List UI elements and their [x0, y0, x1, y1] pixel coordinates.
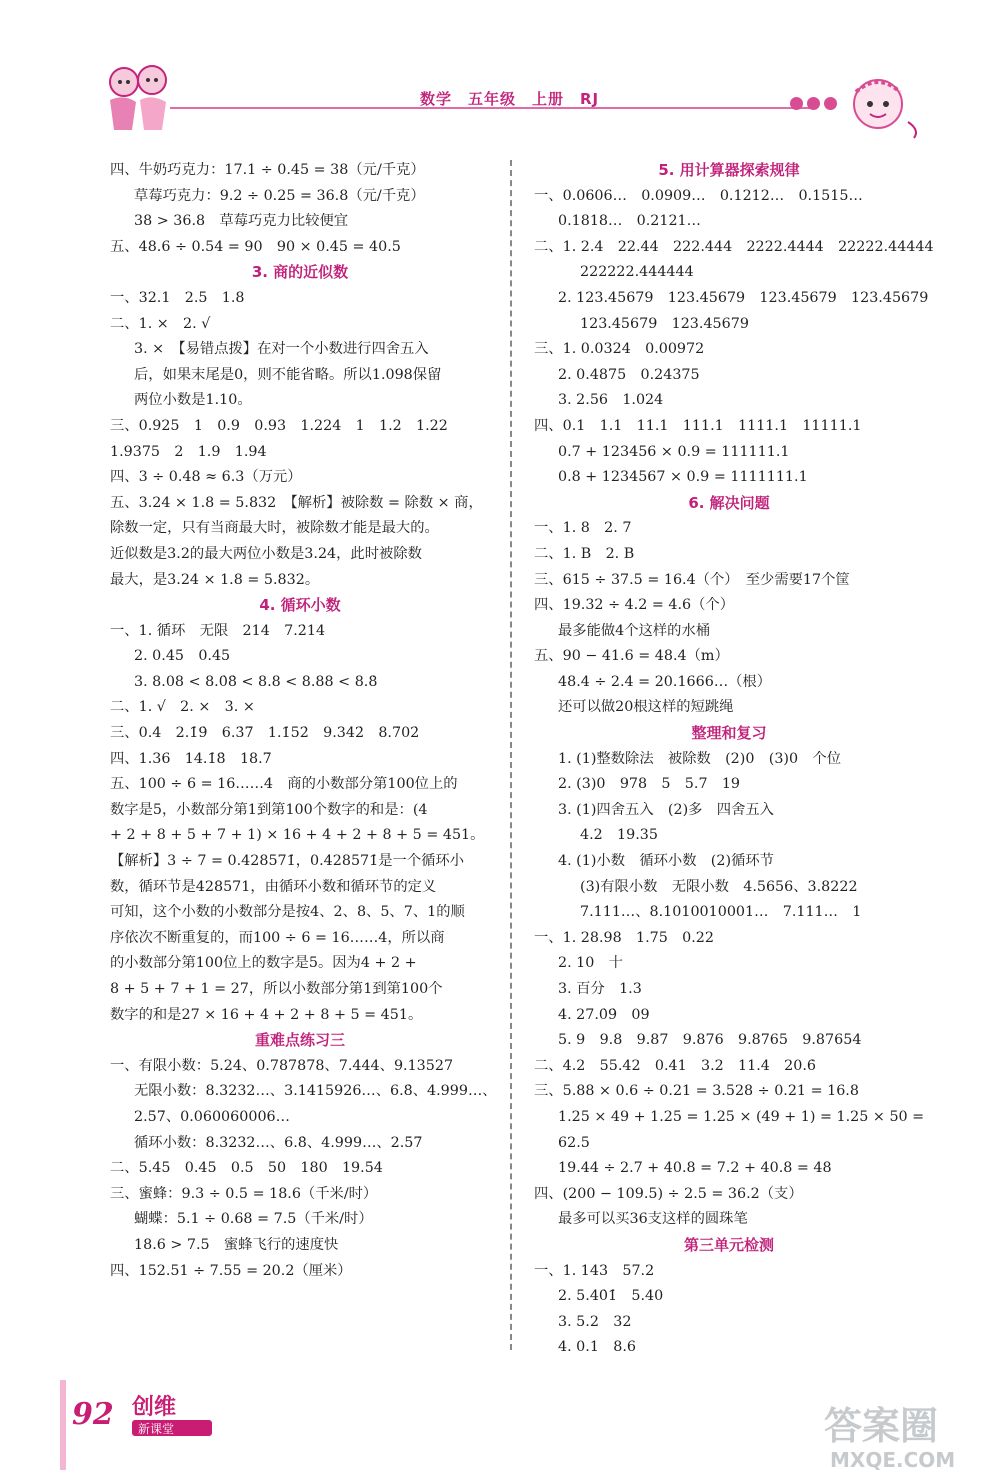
- answer-line: 数，循环节是428571，由循环小数和循环节的定义: [110, 878, 437, 895]
- answer-line: 五、90 − 41.6 = 48.4（m）: [534, 648, 729, 665]
- answer-line: 无限小数：8.3232…、3.1415926…、6.8̇、4.999…、: [134, 1083, 497, 1100]
- answer-line: 后，如果末尾是0，则不能省略。所以1.098保留: [134, 366, 442, 383]
- answer-line: 123.45679 123.45679: [580, 315, 749, 332]
- answer-line: 0.8 + 1234567 × 0.9 = 1111111.1: [558, 469, 808, 486]
- section-heading: 3. 商的近似数: [251, 263, 349, 282]
- answer-line: 循环小数：8.3232…、6.8̇、4.999…、2.5̇7̇: [134, 1134, 423, 1151]
- answer-line: 1. (1)整数除法 被除数 (2)0 (3)0 个位: [558, 750, 841, 767]
- kids-illustration-icon: [96, 60, 180, 134]
- answer-line: 0.7 + 123456 × 0.9 = 111111.1: [558, 443, 790, 460]
- brand-line2: 新课堂: [138, 1422, 175, 1436]
- answer-line: 4. (1)小数 循环小数 (2)循环节: [558, 853, 774, 870]
- answer-line: 1.9375 2 1.9 1.94: [110, 443, 267, 460]
- answer-line: 蝴蝶：5.1 ÷ 0.68 = 7.5（千米/时）: [134, 1211, 373, 1228]
- answer-line: 一、1. 8 2. 7: [534, 520, 632, 537]
- section-heading: 整理和复习: [691, 724, 767, 743]
- answer-line: 二、1. × 2. √: [110, 315, 211, 332]
- answer-line: 四、3 ÷ 0.48 ≈ 6.3（万元）: [110, 469, 302, 486]
- answer-line: 1.25 × 49 + 1.25 = 1.25 × (49 + 1) = 1.25 × 50 =: [558, 1108, 925, 1125]
- answer-line: 的小数部分第100位上的数字是5。因为4 + 2 +: [110, 955, 417, 972]
- decorative-strip: [60, 1380, 66, 1470]
- right-column: [534, 158, 934, 1361]
- answer-line: 0.1818… 0.2121…: [558, 213, 701, 230]
- answer-line: 一、有限小数：5.24、0.787878、7.444、9.13527: [110, 1057, 454, 1074]
- answer-line: 可知，这个小数的小数部分是按4、2、8、5、7、1的顺: [110, 904, 465, 921]
- answer-line: 最大，是3.24 × 1.8 = 5.832。: [110, 571, 320, 588]
- brand-line1: 创维: [132, 1395, 177, 1420]
- answer-line: 四、牛奶巧克力：17.1 ÷ 0.45 = 38（元/千克）: [110, 162, 425, 178]
- answer-line: 2. (3)0 978 5 5.7 19: [558, 776, 741, 793]
- answer-line: 222222.444444: [580, 264, 694, 281]
- watermark-logo: [816, 1395, 976, 1473]
- baby-illustration-icon: [828, 72, 928, 142]
- answer-line: 一、0.0606… 0.0909… 0.1212… 0.1515…: [534, 187, 863, 204]
- answer-line: 4.2 19.35: [580, 827, 658, 844]
- watermark-top: 答案圈: [824, 1404, 939, 1448]
- answer-line: 三、615 ÷ 37.5 = 16.4（个） 至少需要17个筐: [534, 571, 850, 588]
- answer-line: 一、1. 循环 无限 214 7.2̇14̇: [110, 622, 326, 639]
- answer-line: 近似数是3.2的最大两位小数是3.24，此时被除数: [110, 545, 422, 562]
- answer-line: 二、5.45 0.45 0.5 50 180 19.5̇4̇: [110, 1160, 383, 1177]
- section-heading: 重难点练习三: [254, 1031, 345, 1050]
- answer-line: 二、1. 2.4 22.44 222.444 2222.4444 22222.44444: [534, 238, 934, 255]
- answer-line: 一、1. 143 57.2: [534, 1262, 655, 1279]
- answer-line: 除数一定，只有当商最大时，被除数才能是最大的。: [110, 520, 439, 537]
- section-heading: 第三单元检测: [683, 1235, 774, 1254]
- watermark-bottom: MXQE.COM: [830, 1448, 956, 1472]
- header-title: 数学 五年级 上册 RJ: [420, 90, 600, 108]
- page-header: [0, 0, 1000, 140]
- answer-line: 四、152.51 ÷ 7.55 = 20.2（厘米）: [110, 1262, 352, 1279]
- answer-line: 4. 0.1 8.6: [558, 1339, 636, 1356]
- answer-line: 2. 123.45679 123.45679 123.45679 123.45679: [558, 289, 929, 306]
- answer-line: 序依次不断重复的，而100 ÷ 6 = 16……4，所以商: [110, 929, 445, 946]
- answer-line: 2. 0.4̇5̇ 0.45: [134, 648, 231, 665]
- answer-line: 还可以做20根这样的短跳绳: [558, 699, 734, 716]
- answer-line: 3. 百分 1.3: [558, 981, 642, 997]
- answer-line: 3. 2.56 1.024: [558, 392, 664, 409]
- answer-line: 3. (1)四舍五入 (2)多 四舍五入: [558, 801, 774, 818]
- answer-line: 三、0.925 1 0.9 0.93 1.224 1 1.2 1.22: [110, 417, 448, 434]
- answer-line: 8 + 5 + 7 + 1 = 27，所以小数部分第1到第100个: [110, 981, 443, 997]
- brand-logo: [128, 1390, 228, 1440]
- answer-line: 3. 5.2 32: [558, 1313, 632, 1330]
- answer-line: 19.44 ÷ 2.7 + 40.8 = 7.2 + 40.8 = 48: [558, 1160, 832, 1177]
- answer-line: 两位小数是1.10。: [134, 392, 252, 409]
- answer-line: 草莓巧克力：9.2 ÷ 0.25 = 36.8（元/千克）: [134, 187, 425, 204]
- answer-line: 2. 0.4875 0.24375: [558, 366, 700, 383]
- answer-line: 2.5̇7̇、0.060060006…: [134, 1108, 290, 1125]
- answer-line: 四、(200 − 109.5) ÷ 2.5 = 36.2（支）: [534, 1185, 803, 1202]
- answer-line: 三、0.4̇ 2.1̇9̇ 6.3̇7̇ 1.1̇52̇ 9.34̇2̇ 8.7̇02̇: [110, 725, 420, 742]
- answer-line: 四、1.36 14.1̇8̇ 18.7̇: [110, 750, 272, 767]
- answer-line: (3)有限小数 无限小数 4.5656、3.8222: [580, 878, 858, 895]
- section-heading: 6. 解决问题: [688, 493, 770, 512]
- answer-line: + 2 + 8 + 5 + 7 + 1) × 16 + 4 + 2 + 8 + 5 = 451。: [110, 827, 485, 844]
- section-heading: 4. 循环小数: [259, 596, 341, 615]
- answer-line: 48.4 ÷ 2.4 = 20.1666…（根）: [558, 673, 772, 690]
- answer-line: 4. 27.0̇9̇ 09: [558, 1006, 650, 1023]
- answer-line: 最多可以买36支这样的圆珠笔: [558, 1211, 748, 1228]
- page-number: 92: [72, 1397, 114, 1432]
- answer-line: 18.6 > 7.5 蜜蜂飞行的速度快: [134, 1236, 339, 1253]
- answer-line: 五、100 ÷ 6 = 16……4 商的小数部分第100位上的: [110, 776, 458, 793]
- section-heading: 5. 用计算器探索规律: [658, 161, 800, 179]
- answer-line: 三、5.88 × 0.6 ÷ 0.21 = 3.528 ÷ 0.21 = 16.8: [534, 1083, 859, 1100]
- answer-line: 一、32.1 2.5 1.8: [110, 289, 245, 306]
- answer-line: 五、3.24 × 1.8 = 5.832 【解析】被除数 = 除数 × 商，: [110, 494, 483, 511]
- answer-line: 2. 10 十: [558, 955, 623, 972]
- answer-line: 四、19.32 ÷ 4.2 = 4.6（个）: [534, 597, 735, 614]
- answer-line: 3. 8.08 < 8.0̇8̇ < 8.8 < 8.88 < 8.8̇: [134, 673, 378, 690]
- answer-line: 三、1. 0.0324 0.00972: [534, 341, 705, 358]
- answer-line: 五、48.6 ÷ 0.54 = 90 90 × 0.45 = 40.5: [110, 238, 401, 255]
- answer-line: 三、蜜蜂：9.3 ÷ 0.5 = 18.6（千米/时）: [110, 1185, 378, 1202]
- answer-line: 2. 5.40̇1̇ 5.40: [558, 1288, 664, 1305]
- answer-line: 最多能做4个这样的水桶: [558, 622, 711, 639]
- left-column: [110, 158, 497, 1284]
- answer-line: 7.111…、8.1010010001… 7.111… 1: [580, 904, 862, 921]
- column-divider: [510, 160, 512, 1350]
- answer-line: 5. 9 9.8 9.87 9.876 9.8765 9.87654: [558, 1032, 862, 1049]
- answer-line: 数字的和是27 × 16 + 4 + 2 + 8 + 5 = 451。: [110, 1006, 423, 1023]
- answer-line: 二、4.2 55.42 0.41 3.2 11.4 20.6̇: [534, 1057, 816, 1074]
- answer-line: 38 > 36.8 草莓巧克力比较便宜: [134, 213, 349, 230]
- answer-line: 数字是5，小数部分第1到第100个数字的和是：(4: [110, 801, 428, 818]
- answer-line: 四、0.1 1.1 11.1 111.1 1111.1 11111.1: [534, 417, 862, 434]
- answer-line: 二、1. √ 2. × 3. ×: [110, 699, 255, 716]
- answer-line: 【解析】3 ÷ 7 = 0.4̇28571̇，0.4̇28571̇是一个循环小: [110, 853, 465, 870]
- answer-line: 62.5: [558, 1134, 590, 1151]
- answer-line: 3. × 【易错点拨】在对一个小数进行四舍五入: [134, 341, 429, 358]
- answer-line: 二、1. B 2. B: [534, 545, 635, 562]
- answer-line: 一、1. 28.98 1.75 0.22: [534, 929, 714, 946]
